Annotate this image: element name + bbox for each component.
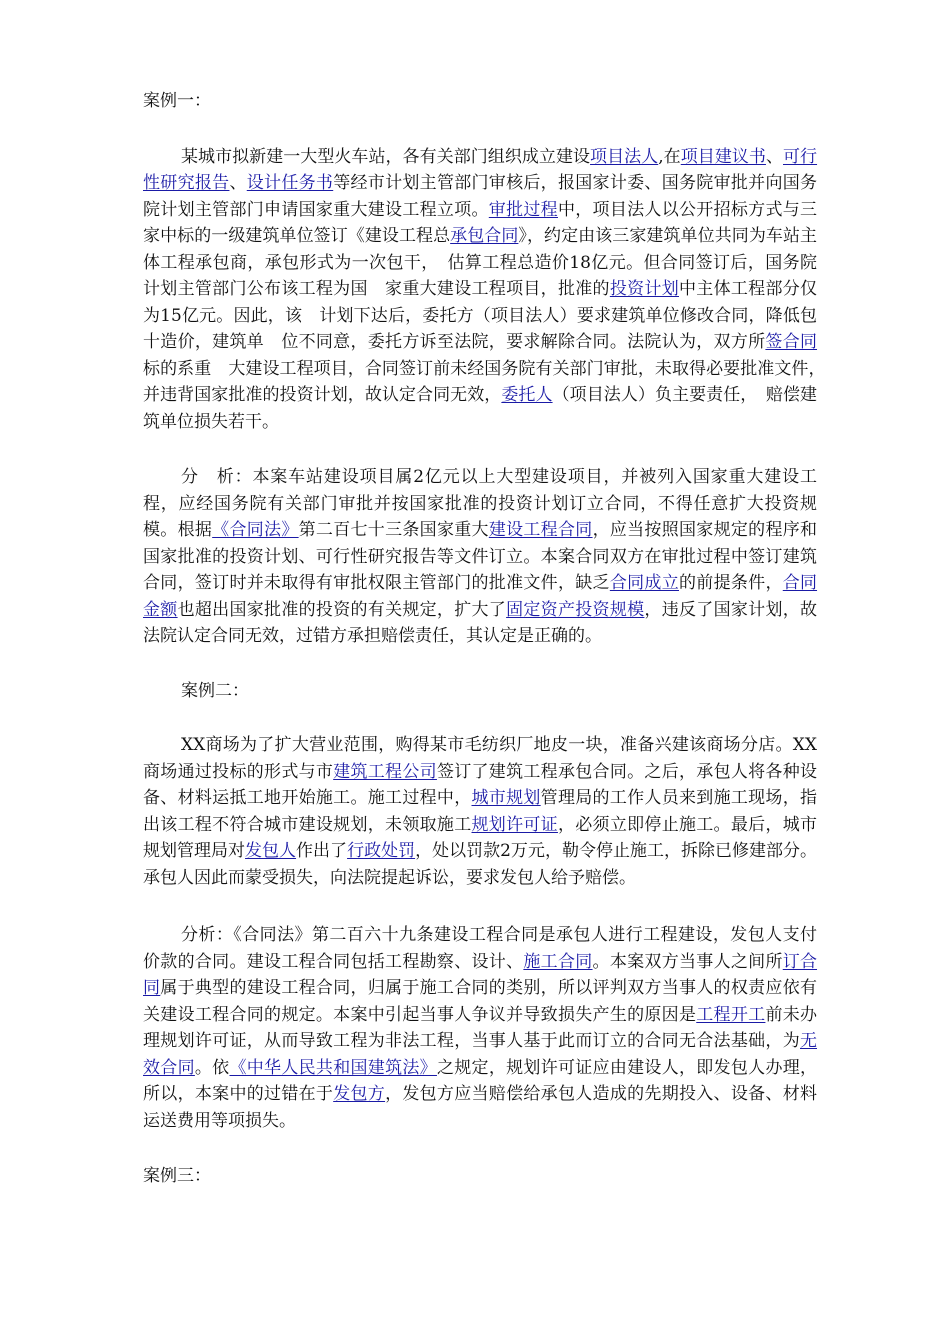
- paragraph-text: 前未办理规划许可证，从而导致工程为非法工程，当事人基于此而订立的合同无合法基础，为: [143, 1004, 818, 1051]
- hyperlink[interactable]: 委托人: [501, 385, 553, 405]
- paragraph-text: ，发包方应当赔偿给承包人造成的先期投入、设备、材料运送费用等项损失。: [143, 1084, 818, 1131]
- paragraph-text: 》，约定由该三家建筑单位共同为车站主体工程承包商，承包形式为一次包干， 估算工程总造价18亿元。但合同签订后，国务院计划主管部门公布该工程为国 家重大建设工程项目，批准的: [143, 226, 818, 299]
- hyperlink[interactable]: 设计任务书: [246, 173, 334, 193]
- paragraph-text: 签订了建筑工程承包合同。之后，承包人将各种设备、材料运抵工地开始施工。施工过程中，: [143, 761, 818, 808]
- case1-heading: 案例一：: [143, 91, 211, 111]
- document-page: [143, 88, 834, 1190]
- hyperlink[interactable]: 《中华人民共和国建筑法》: [229, 1057, 437, 1078]
- hyperlink[interactable]: 投资计划: [609, 279, 679, 299]
- paragraph-text: 之规定，规划许可证应由建设人，即发包人办理，所以，本案中的过错在于: [143, 1057, 818, 1104]
- case3-heading: 案例三：: [143, 1166, 211, 1186]
- paragraph-text: ，必须立即停止施工。最后，城市规划管理局对: [143, 814, 818, 861]
- paragraph-text: 第二百七十三条国家重大: [298, 520, 489, 540]
- paragraph-text: ,在: [658, 146, 681, 167]
- hyperlink[interactable]: 建设工程合同: [488, 520, 593, 540]
- hyperlink[interactable]: 合同金额: [143, 573, 818, 620]
- paragraph-text: 、: [229, 173, 247, 193]
- paragraph-text: ，处以罚款2万元，勒令停止施工，拆除已修建部分。承包人因此而蒙受损失，向法院提起诉讼，要求发包人给予赔偿。: [143, 841, 818, 888]
- hyperlink[interactable]: 审批过程: [488, 199, 558, 220]
- hyperlink[interactable]: 承包合同: [450, 226, 519, 246]
- hyperlink[interactable]: 发包方: [333, 1084, 386, 1104]
- paragraph-text: ，应当按照国家规定的程序和国家批准的投资计划、可行性研究报告等文件订立。本案合同双方在审批过程中签订建筑合同，签订时并未取得有审批权限主管部门的批准文件，缺乏: [143, 520, 818, 593]
- paragraph-text: 的前提条件，: [679, 573, 783, 593]
- hyperlink[interactable]: 项目建议书: [680, 146, 766, 167]
- paragraph-text: 、: [765, 146, 783, 167]
- hyperlink[interactable]: 固定资产投资规模: [506, 599, 645, 620]
- hyperlink[interactable]: 规划许可证: [471, 814, 558, 835]
- paragraph-text: 。依: [194, 1057, 230, 1078]
- paragraph-text: 中，项目法人以公开招标方式与三家中标的一级建筑单位签订《建设工程总: [143, 199, 818, 246]
- case2-heading: 案例二：: [181, 680, 249, 701]
- paragraph-text: 分 析：本案车站建设项目属2亿元以上大型建设项目，并被列入国家重大建设工程，应经国务院有关部门审批并按国家批准的投资计划订立合同，不得任意扩大投资规模。根据: [143, 467, 817, 540]
- paragraph-text: XX商场为了扩大营业范围，购得某市毛纺织厂地皮一块，准备兴建该商场分店。XX商场通过投标的形式与市: [143, 735, 817, 782]
- paragraph-text: 标的系重 大建设工程项目，合同签订前未经国务院有关部门审批，未取得必要批准文件， 并违背国家批准的投资计划，故认定合同无效，: [143, 358, 834, 405]
- hyperlink[interactable]: 订合同: [143, 951, 818, 998]
- hyperlink[interactable]: 行政处罚: [347, 841, 416, 861]
- hyperlink[interactable]: 项目法人: [590, 146, 659, 167]
- hyperlink[interactable]: 无效合同: [143, 1031, 817, 1078]
- paragraph-text: 等经市计划主管部门审核后，报国家计委、国务院审批并向国务院计划主管部门申请国家重大建设工程立项。: [143, 173, 818, 220]
- case1-body: [143, 144, 834, 436]
- paragraph-text: 管理局的工作人员来到施工现场，指出该工程不符合城市建设规划，未领取施工: [143, 788, 818, 835]
- hyperlink[interactable]: 合同成立: [609, 573, 679, 593]
- case2-body: [143, 732, 817, 891]
- hyperlink[interactable]: 发包人: [245, 841, 297, 861]
- paragraph-text: 属于典型的建设工程合同，归属于施工合同的类别，所以评判双方当事人的权责应依有关建设工程合同的规定。本案中引起当事人争议并导致损失产生的原因是: [143, 978, 818, 1025]
- paragraph-text: （项目法人）负主要责任， 赔偿建筑单位损失若干。: [143, 385, 818, 432]
- paragraph-text: 。本案双方当事人之间所: [592, 951, 783, 972]
- paragraph-text: 分析：《合同法》第二百六十九条建设工程合同是承包人进行工程建设，发包人支付价款的合同。建设工程合同包括工程勘察、设计、: [143, 925, 817, 972]
- hyperlink[interactable]: 工程开工: [696, 1004, 766, 1025]
- hyperlink[interactable]: 建筑工程公司: [333, 761, 437, 782]
- paragraph-text: 也超出国家批准的投资的有关规定，扩大了: [177, 599, 507, 620]
- paragraph-text: 中主体工程部分仅为15亿元。因此，该 计划下达后，委托方（项目法人）要求建筑单位修改合同，降低包十造价，建筑单 位不同意，委托方诉至法院，要求解除合同。法院认为，双方所: [143, 279, 818, 352]
- hyperlink[interactable]: 《合同法》: [212, 520, 299, 540]
- case1-analysis: [143, 464, 817, 650]
- hyperlink[interactable]: 城市规划: [471, 788, 541, 808]
- hyperlink[interactable]: 签合同: [765, 332, 818, 352]
- hyperlink[interactable]: 施工合同: [523, 951, 593, 972]
- paragraph-text: 作出了: [296, 841, 348, 861]
- hyperlink[interactable]: 可行性研究报告: [143, 146, 818, 193]
- case2-analysis: [143, 922, 817, 1134]
- paragraph-text: 某城市拟新建一大型火车站，各有关部门组织成立建设: [181, 146, 591, 167]
- paragraph-text: ，违反了国家计划，故法院认定合同无效，过错方承担赔偿责任，其认定是正确的。: [143, 599, 818, 646]
